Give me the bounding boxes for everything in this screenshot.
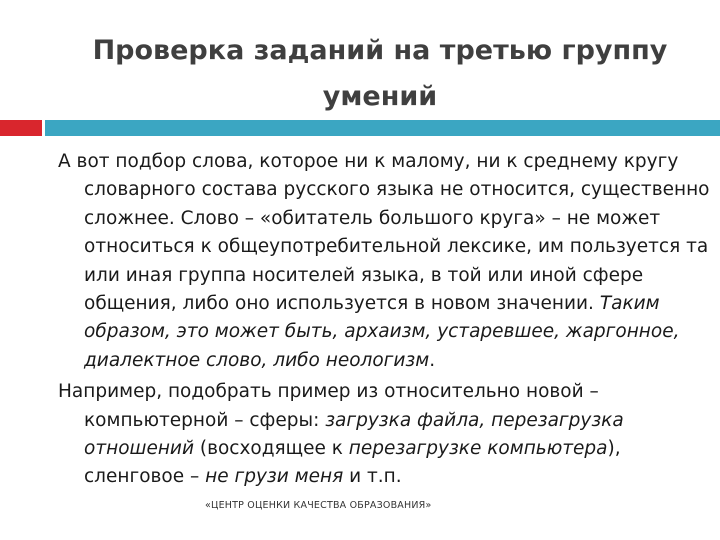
p2-italic2: перезагрузке компьютера	[348, 438, 608, 460]
p2-part4: и т.п.	[343, 466, 402, 488]
slide-title-line2: умений	[322, 81, 438, 112]
paragraph-word-selection	[58, 148, 710, 375]
p2-part2: (восходящее к	[193, 438, 349, 460]
p1-italic: Таким образом, это может быть, архаизм, устаревшее, жаргонное, диалектное слово, либо неологизм	[84, 293, 680, 371]
p2-part3: ), сленговое –	[84, 438, 621, 488]
slide-body	[58, 148, 710, 495]
footer-organization: «ЦЕНТР ОЦЕНКИ КАЧЕСТВА ОБРАЗОВАНИЯ»	[205, 500, 432, 511]
p1-end: .	[429, 349, 436, 371]
paragraph-example	[58, 378, 710, 492]
p1-text: А вот подбор слова, которое ни к малому, ни к среднему кругу словарного состава русского языка не относится, существенно сложнее. Слово – «обитатель большого круга» – не может относиться к общеупотребительной лексике, им пользуется та или иная группа носителей языка, в той или иной сфере общения, либо оно используется в новом значении.	[58, 151, 710, 315]
p2-italic1: загрузка файла, перезагрузка отношений	[84, 409, 624, 460]
slide-title-line1: Проверка заданий на третью группу	[92, 35, 668, 66]
accent-bar-blue	[45, 120, 720, 136]
accent-bar-red	[0, 120, 42, 136]
p2-part1: Например, подобрать пример из относительно новой – компьютерной – сферы:	[58, 381, 599, 431]
p2-italic3: не грузи меня	[205, 466, 344, 488]
slide-title	[60, 28, 700, 120]
